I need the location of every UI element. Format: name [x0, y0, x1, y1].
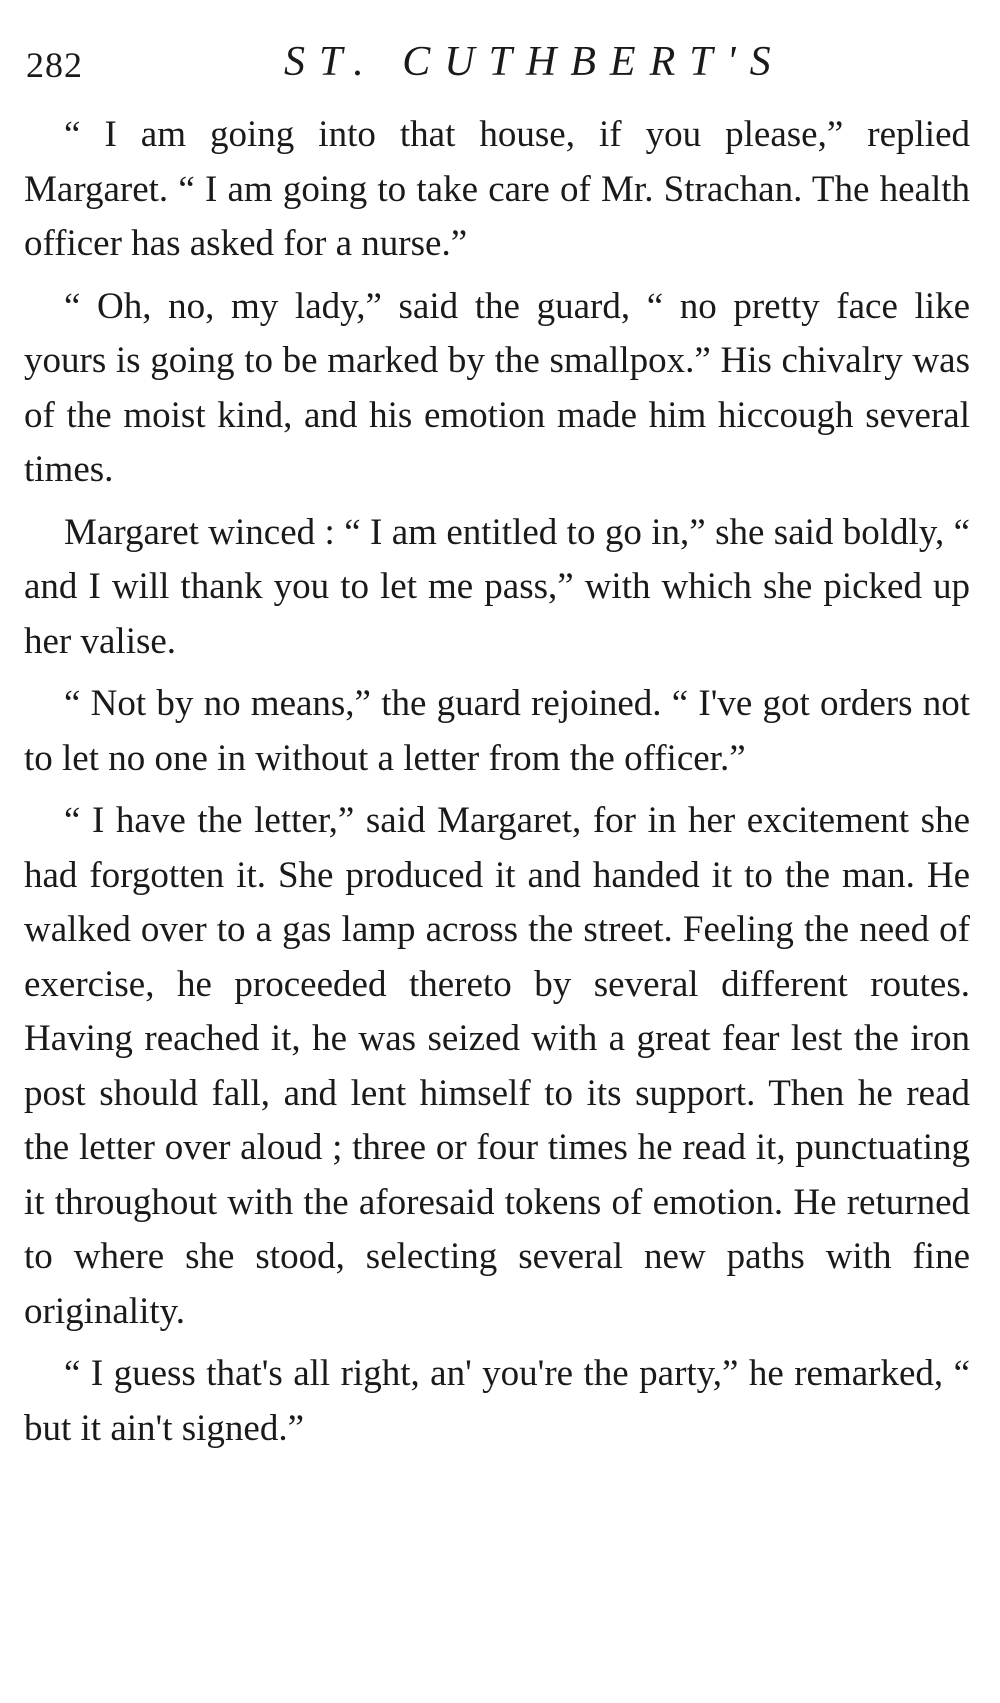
page-header — [26, 38, 966, 98]
paragraph-1: “ I am going into that house, if you please,” replied Margaret. “ I am going to take care of Mr. Strachan. The health officer has asked for a nurse.” — [24, 114, 970, 264]
paragraph-2: “ Oh, no, my lady,” said the guard, “ no pretty face like yours is going to be marked by the smallpox.” His chivalry was of the moist kind, and his emotion made him hiccough several times. — [24, 285, 970, 490]
body-text — [24, 108, 970, 1464]
paragraph-5: “ I have the letter,” said Margaret, for in her excitement she had forgotten it. She produced it and handed it to the man. He walked over to a gas lamp across the street. Feeling the need of exercise, he proceeded thereto by several different routes. Having reached it, he was seized with a great fear lest the iron post should fall, and lent himself to its support. Then he read the letter over aloud ; three or four times he read it, punctuating it throughout with the aforesaid tokens of emotion. He returned to where she stood, selecting several new paths with fine originality. — [24, 800, 970, 1332]
paragraph-6: “ I guess that's all right, an' you're the party,” he remarked, “ but it ain't signed.” — [24, 1353, 970, 1449]
paragraph-3: Margaret winced : “ I am entitled to go in,” she said boldly, “ and I will thank you to let me pass,” with which she picked up her valise. — [24, 511, 970, 662]
page-number: 282 — [26, 45, 83, 85]
paragraph-4: “ Not by no means,” the guard rejoined. “ I've got orders not to let no one in without a letter from the officer.” — [24, 683, 970, 779]
running-title: ST. CUTHBERT'S — [284, 39, 785, 85]
